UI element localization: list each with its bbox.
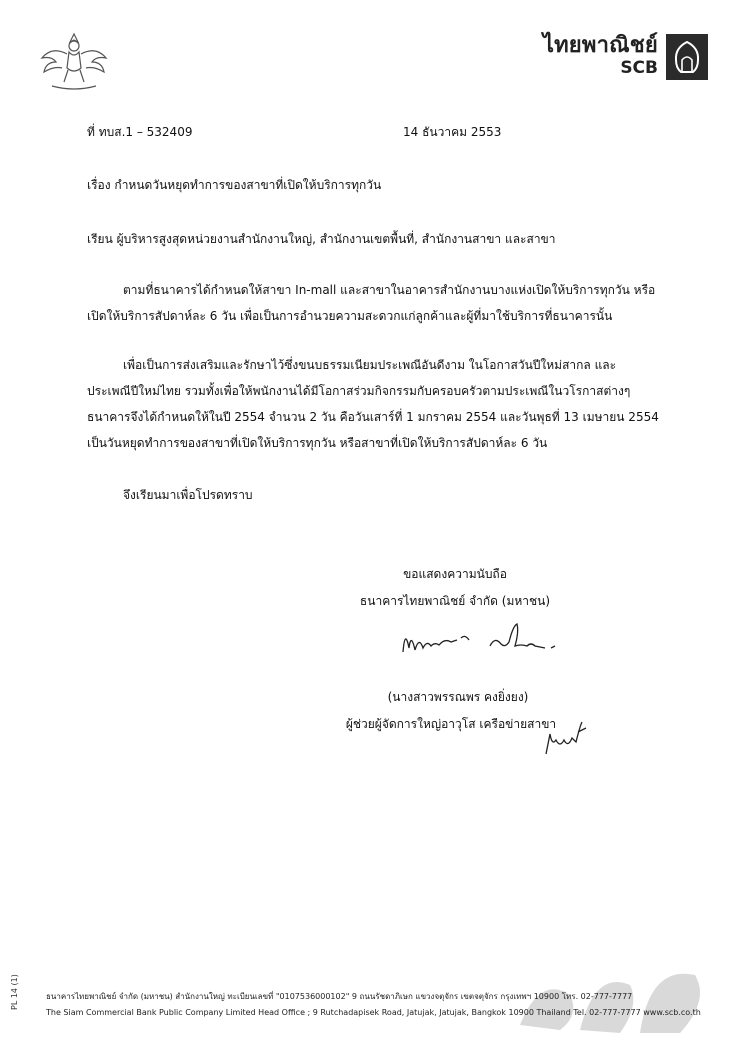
paragraph-line: ประเพณีปีใหม่ไทย รวมทั้งเพื่อให้พนักงานได้มีโอกาสร่วมกิจกรรมกับครอบครัวตามประเพณีในวโรกาสต่างๆ bbox=[87, 384, 631, 398]
scb-logo-icon bbox=[666, 34, 708, 80]
handwritten-signature bbox=[395, 618, 570, 660]
footer-thai: ธนาคารไทยพาณิชย์ จำกัด (มหาชน) สำนักงานใหญ่ ทะเบียนเลขที่ "0107536000102" 9 ถนนรัชดาภิเษก แขวงจตุจักร เขตจตุจักร กรุงเทพฯ 10900 โทร. 02-777-7777 bbox=[46, 992, 633, 1001]
brand-thai-name: ไทยพาณิชย์ bbox=[542, 33, 658, 58]
garuda-emblem-icon bbox=[38, 28, 110, 94]
scb-brand bbox=[543, 34, 708, 80]
company-name: ธนาคารไทยพาณิชย์ จำกัด (มหาชน) bbox=[359, 594, 551, 608]
reference-number: ที่ ทบส.1 – 532409 bbox=[87, 125, 193, 139]
closing-line: จึงเรียนมาเพื่อโปรดทราบ bbox=[123, 488, 253, 502]
paragraph-line: เพื่อเป็นการส่งเสริมและรักษาไว้ซึ่งขนบธรรมเนียมประเพณีอันดีงาม ในโอกาสวันปีใหม่สากล และ bbox=[123, 358, 617, 372]
paragraph-line: เป็นวันหยุดทำการของสาขาที่เปิดให้บริการทุกวัน หรือสาขาที่เปิดให้บริการสัปดาห์ละ 6 วัน bbox=[87, 436, 548, 450]
regards-text: ขอแสดงความนับถือ bbox=[403, 567, 507, 581]
letter-subject: เรื่อง กำหนดวันหยุดทำการของสาขาที่เปิดให้บริการทุกวัน bbox=[87, 178, 382, 192]
signatory-position: ผู้ช่วยผู้จัดการใหญ่อาวุโส เครือข่ายสาขา bbox=[345, 717, 557, 731]
signatory-name: (นางสาวพรรณพร คงยิ่งยง) bbox=[387, 690, 529, 704]
document-code: PL 14 (1) bbox=[10, 974, 19, 1010]
letter-addressee: เรียน ผู้บริหารสูงสุดหน่วยงานสำนักงานใหญ่, สำนักงานเขตพื้นที่, สำนักงานสาขา และสาขา bbox=[87, 232, 556, 246]
letter-date: 14 ธันวาคม 2553 bbox=[403, 125, 502, 139]
footer-english: The Siam Commercial Bank Public Company Limited Head Office ; 9 Rutchadapisek Road, Jatujak, Jatujak, Bangkok 10900 Thailand Tel. 02-777-7777 www.scb.co.th bbox=[46, 1008, 701, 1017]
paragraph-line: ธนาคารจึงได้กำหนดให้ในปี 2554 จำนวน 2 วัน คือวันเสาร์ที่ 1 มกราคม 2554 และวันพุธที่ 13 เมษายน 2554 bbox=[87, 410, 659, 424]
brand-english-name: SCB bbox=[620, 58, 658, 78]
paragraph-line: ตามที่ธนาคารได้กำหนดให้สาขา In-mall และสาขาในอาคารสำนักงานบางแห่งเปิดให้บริการทุกวัน หรือ bbox=[123, 283, 656, 297]
initials-mark bbox=[542, 718, 590, 758]
paragraph-line: เปิดให้บริการสัปดาห์ละ 6 วัน เพื่อเป็นการอำนวยความสะดวกแก่ลูกค้าและผู้ที่มาใช้บริการที่ธนาคารนั้น bbox=[87, 309, 613, 323]
body-paragraph-1 bbox=[87, 277, 657, 329]
body-paragraph-2 bbox=[87, 352, 657, 456]
